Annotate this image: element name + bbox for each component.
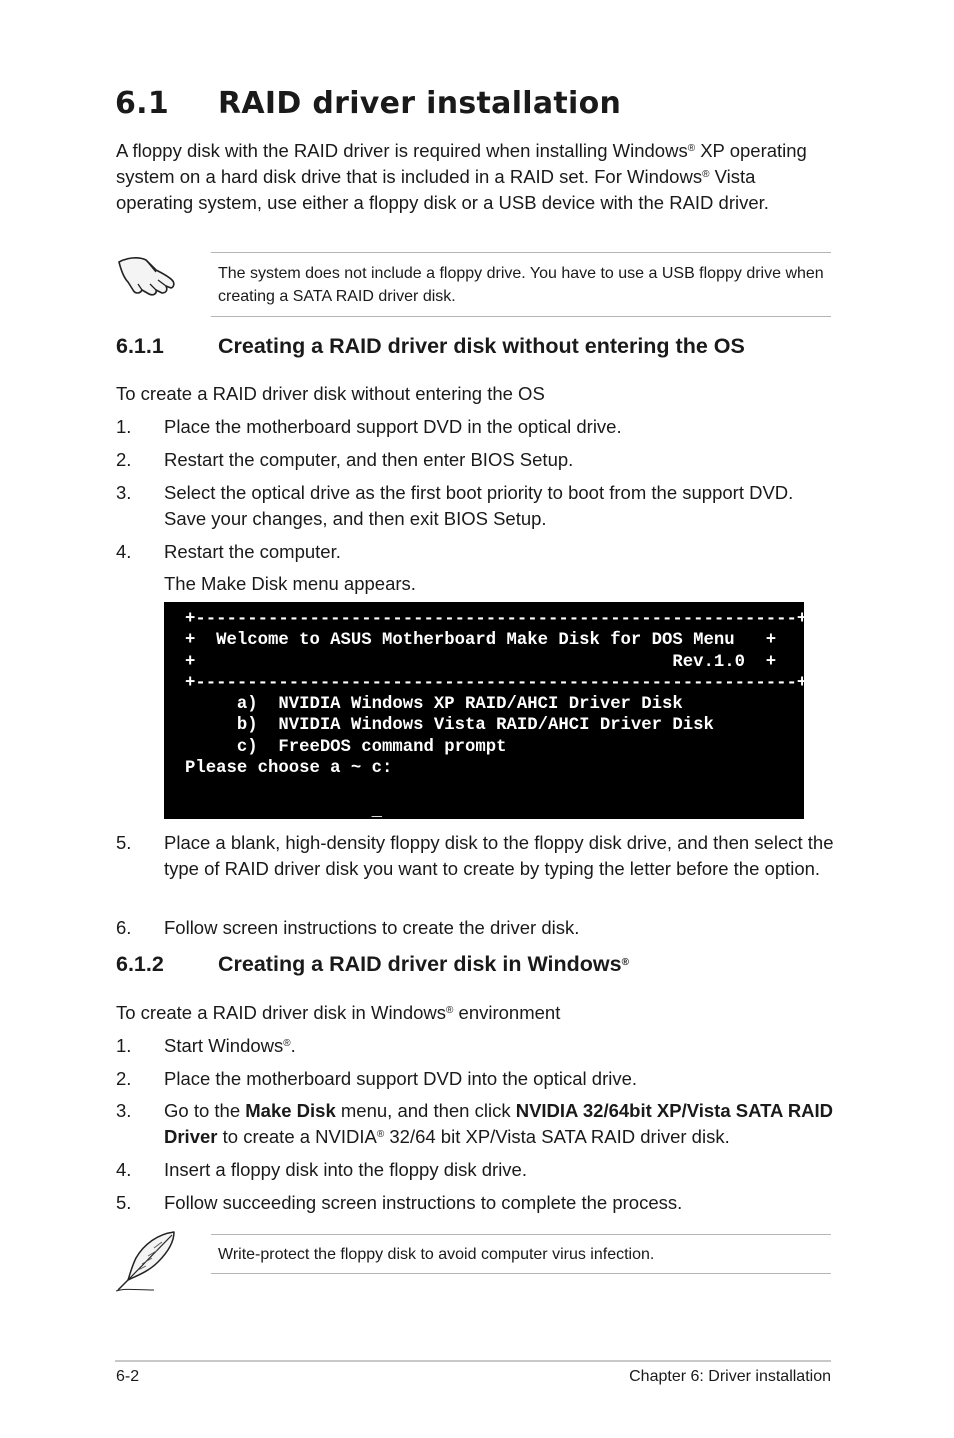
- subsection-number: 6.1.2: [116, 952, 164, 976]
- console-text: +----------------------------------------------------------+ + Welcome to ASUS Motherboard Make Disk for DOS Menu + + Rev.1.0 + +----------------------------------------------------------+ a) NVIDIA Windows XP RAID/AHCI Driver Disk b) NVIDIA Windows Vista RAID/AHCI Driver Disk c) FreeDOS command prompt Please choose a ~ c: _: [185, 610, 808, 821]
- step-number: 2.: [116, 1068, 132, 1089]
- step-number: 2.: [116, 449, 132, 470]
- lead-text: To create a RAID driver disk without entering the OS: [116, 383, 545, 404]
- step-text-part: menu, and then click: [335, 1100, 516, 1121]
- make-disk-console: [164, 602, 808, 821]
- note-top-rule: [211, 252, 831, 253]
- subsection-heading: [116, 334, 745, 359]
- note-text: The system does not include a floppy drive. You have to use a USB floppy drive when creating a SATA RAID driver disk.: [218, 265, 824, 305]
- note-top-rule: [211, 1234, 831, 1235]
- make-disk-menu-name: Make Disk: [245, 1100, 336, 1121]
- page-title: [115, 86, 621, 121]
- step-text-part: 32/64 bit XP/Vista SATA RAID driver disk.: [384, 1126, 730, 1147]
- step-text: Place the motherboard support DVD into the optical drive.: [164, 1068, 638, 1089]
- step-text: Follow screen instructions to create the driver disk.: [164, 917, 580, 938]
- step-number: 5.: [116, 1192, 132, 1213]
- note-bottom-rule: [211, 1273, 831, 1274]
- intro-paragraph: [116, 138, 836, 216]
- step-text: Insert a floppy disk into the floppy disk drive.: [164, 1159, 527, 1180]
- feather-pen-icon: [114, 1228, 180, 1294]
- section-number: 6.1: [115, 86, 170, 121]
- note-bottom-rule: [211, 316, 831, 317]
- step-number: 1.: [116, 1035, 132, 1056]
- step-text: Place the motherboard support DVD in the optical drive.: [164, 416, 622, 437]
- page-number: 6-2: [116, 1368, 140, 1385]
- step-text: Restart the computer.: [164, 541, 341, 562]
- driver-item-name: NVIDIA 32/64bit XP/Vista SATA RAID Driver: [164, 1100, 834, 1147]
- subsection-title: Creating a RAID driver disk in Windows: [218, 952, 622, 976]
- intro-text-3: Vista operating system, use either a floppy disk or a USB device with the RAID driver.: [116, 166, 769, 213]
- registered-mark: ®: [283, 1038, 291, 1049]
- registered-mark: ®: [687, 143, 696, 154]
- intro-text-2: XP operating system on a hard disk drive that is included in a RAID set. For Windows: [116, 140, 807, 187]
- registered-mark: ®: [621, 957, 629, 968]
- step-number: 3.: [116, 1100, 132, 1121]
- lead-text-b: environment: [453, 1002, 561, 1023]
- step-text: The Make Disk menu appears.: [164, 573, 416, 594]
- step-text-part: .: [290, 1035, 296, 1056]
- step-text-part: Start Windows: [164, 1035, 284, 1056]
- step-text: Follow succeeding screen instructions to complete the process.: [164, 1192, 683, 1213]
- pointing-hand-icon: [116, 250, 178, 298]
- step-number: 4.: [116, 541, 132, 562]
- lead-text: [116, 1002, 560, 1024]
- step-number: 4.: [116, 1159, 132, 1180]
- step-text: [164, 1098, 836, 1150]
- step-text: Place a blank, high-density floppy disk to the floppy disk drive, and then select the type of RAID driver disk you want to create by typing the letter before the option.: [164, 832, 834, 879]
- registered-mark: ®: [446, 1005, 454, 1016]
- registered-mark: ®: [702, 169, 710, 180]
- lead-text-a: To create a RAID driver disk in Windows: [116, 1002, 447, 1023]
- subsection-heading: [116, 952, 629, 977]
- registered-mark: ®: [376, 1129, 385, 1140]
- step-text-part: to create a NVIDIA: [217, 1126, 377, 1147]
- intro-text-1: A floppy disk with the RAID driver is required when installing Windows: [116, 140, 688, 161]
- section-title: RAID driver installation: [218, 86, 622, 121]
- chapter-label: Chapter 6: Driver installation: [629, 1368, 831, 1385]
- note-text: Write-protect the floppy disk to avoid computer virus infection.: [218, 1246, 655, 1263]
- step-text: Select the optical drive as the first boot priority to boot from the support DVD. Save your changes, and then exit BIOS Setup.: [164, 482, 794, 529]
- step-text: Restart the computer, and then enter BIOS Setup.: [164, 449, 574, 470]
- subsection-number: 6.1.1: [116, 334, 164, 358]
- step-number: 6.: [116, 917, 132, 938]
- step-number: 1.: [116, 416, 132, 437]
- step-text: [164, 1033, 836, 1059]
- step-number: 5.: [116, 832, 132, 853]
- step-number: 3.: [116, 482, 132, 503]
- footer-rule: [115, 1360, 831, 1362]
- subsection-title: Creating a RAID driver disk without entering the OS: [218, 334, 745, 358]
- step-text-part: Go to the: [164, 1100, 246, 1121]
